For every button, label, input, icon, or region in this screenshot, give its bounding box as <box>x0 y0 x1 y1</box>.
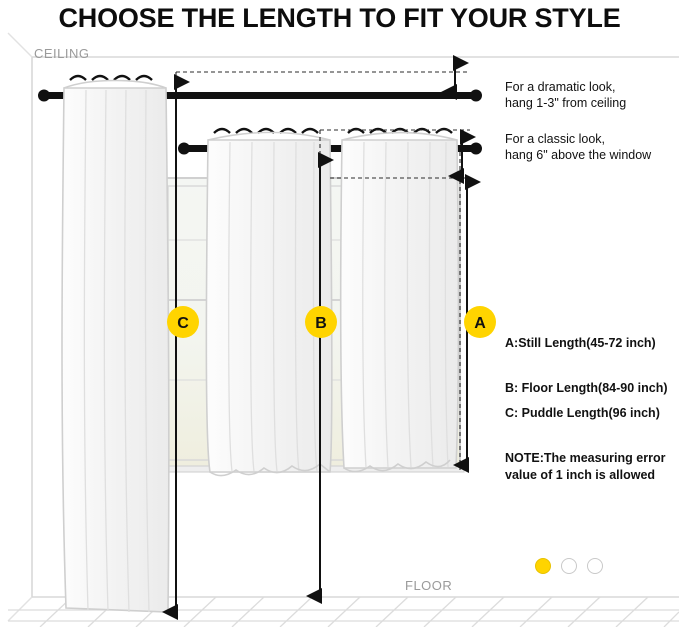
legend-note-line1: NOTE:The measuring error <box>505 451 666 465</box>
curtain-panel-a <box>341 129 459 472</box>
carousel-dot-2[interactable] <box>561 558 577 574</box>
marker-b-label: B <box>315 315 327 332</box>
ceiling-label: CEILING <box>34 46 90 61</box>
page-title: CHOOSE THE LENGTH TO FIT YOUR STYLE <box>58 2 621 33</box>
carousel-dots[interactable] <box>535 558 603 574</box>
callout-dramatic-line1: For a dramatic look, <box>505 80 616 94</box>
legend-note <box>505 450 677 484</box>
curtain-panel-b <box>206 129 332 476</box>
curtain-panel-c <box>62 76 169 612</box>
legend-note-line2: value of 1 inch is allowed <box>505 468 656 482</box>
floor-label: FLOOR <box>405 578 453 593</box>
marker-b <box>305 306 337 338</box>
marker-a-label: A <box>474 315 486 332</box>
callout-classic-line2: hang 6" above the window <box>505 148 652 162</box>
marker-a <box>464 306 496 338</box>
callout-dramatic <box>505 79 677 111</box>
carousel-dot-3[interactable] <box>587 558 603 574</box>
carousel-dot-1[interactable] <box>535 558 551 574</box>
marker-c-label: C <box>177 315 189 332</box>
callout-dramatic-line2: hang 1-3" from ceiling <box>505 96 627 110</box>
marker-c <box>167 306 199 338</box>
legend-b: B: Floor Length(84-90 inch) <box>505 381 668 395</box>
callout-classic <box>505 131 679 163</box>
legend-a: A:Still Length(45-72 inch) <box>505 336 656 350</box>
callout-classic-line1: For a classic look, <box>505 132 606 146</box>
legend-c: C: Puddle Length(96 inch) <box>505 406 660 420</box>
